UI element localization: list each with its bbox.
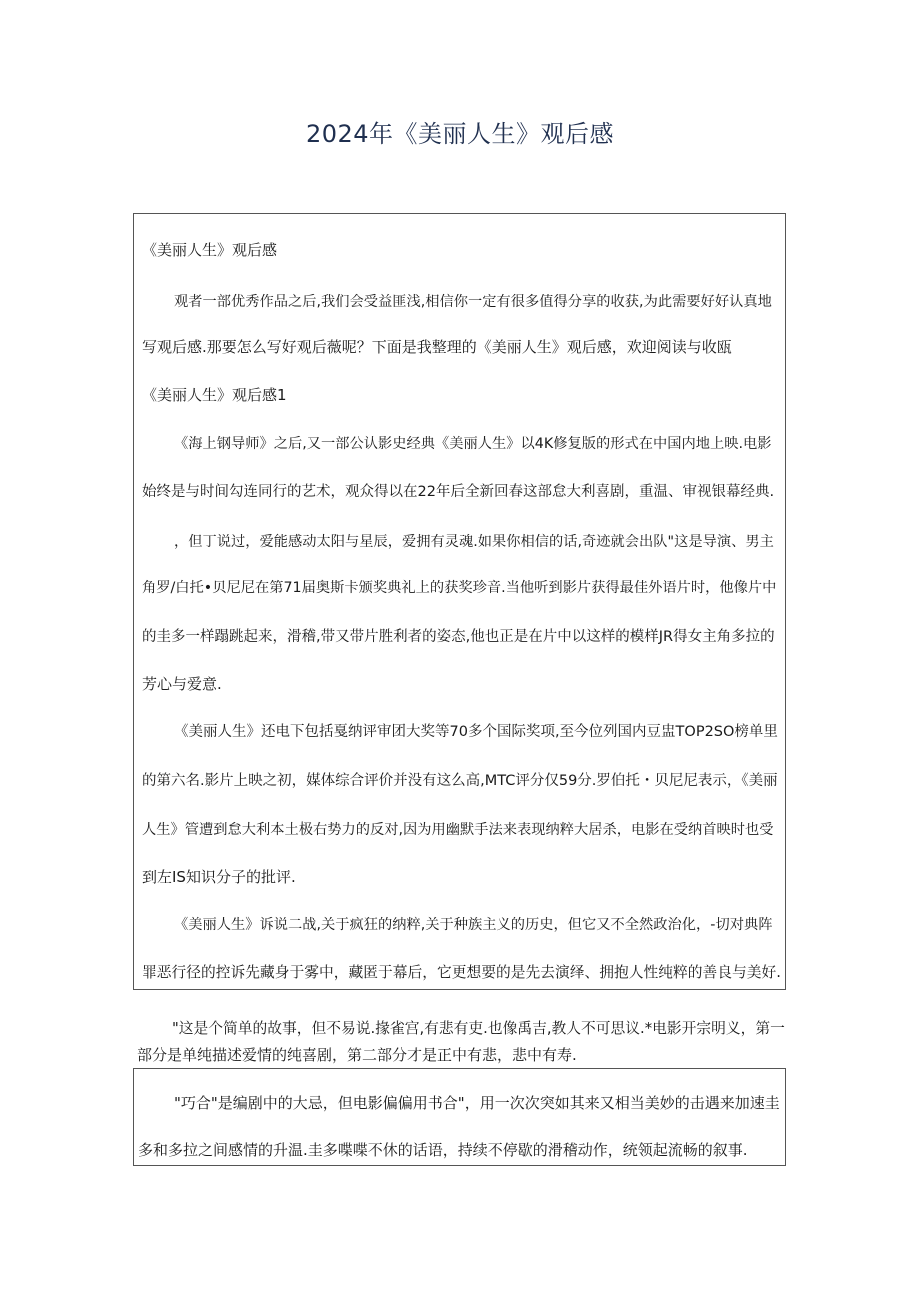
outside-line-1: "这是个简单的故事，但不易说.掾雀宫,有悲有吏.也像禹吉,教人不可思议.*电影开宗明义，第一: [172, 1020, 785, 1037]
para3-line-2: 的第六名.影片上映之初，媒体综合评价并没有这么高,MTC评分仅59分.罗伯托・贝尼尼表示，《美丽: [142, 773, 778, 789]
boxb-line-1: "巧合"是编剧中的大忌，但电影偏偏用书合"，用一次次突如其来又相当美妙的击遇来加速圭: [174, 1094, 780, 1112]
outside-line-2: 部分是单纯描述爱情的纯喜剧，第二部分才是正中有悲，悲中有寿.: [137, 1046, 577, 1064]
para3-line-1: 《美丽人生》还电下包括戛纳评审团大奖等70多个国际奖项,至今位列国内豆盅TOP2SO榜单里: [174, 724, 778, 740]
para3-line-4: 到左IS知识分子的批评.: [142, 868, 296, 886]
para3-line-3: 人生》管遭到怠大利本土极右势力的反对,因为用幽默手法来表现纳粹大居杀，电影在受纳首映时也受: [142, 822, 774, 838]
content-box-secondary: [133, 1068, 786, 1166]
para1-line-1: 《海上钢导师》之后,又一部公认影史经典《美丽人生》以4K修复版的形式在中国内地上映.电影: [174, 436, 772, 452]
para4-line-1: 《美丽人生》诉说二战,关于疯狂的纳粹,关于种族主义的历史，但它又不全然政治化，-切对典阵: [174, 917, 773, 933]
para1-line-2: 始终是与时间勾连同行的艺术，观众得以在22年后全新回春这部怠大利喜剧，重温、审视银幕经典.: [142, 484, 775, 500]
page-title: 2024年《美丽人生》观后感: [305, 120, 615, 148]
para2-line-2: 角罗/白托•贝尼尼在第71届奥斯卡颁奖典礼上的获奖珍音.当他听到影片获得最佳外语片时，他像片中: [142, 580, 777, 596]
para2-line-1: ，但丁说过，爱能感动太阳与星辰，爱拥有灵魂.如果你相信的话,奇迹就会出队"这是导演、男主: [174, 534, 774, 550]
box-heading: 《美丽人生》观后感: [142, 241, 278, 259]
para2-line-4: 芳心与爱意.: [142, 675, 222, 693]
content-box-main: [133, 213, 786, 990]
subheading: 《美丽人生》观后感1: [142, 386, 287, 404]
intro-line-2: 写观后感.那要怎么写好观后薇呢？下面是我整理的《美丽人生》观后感，欢迎阅读与收瓯: [142, 338, 732, 356]
para2-line-3: 的圭多一样蹋跳起来，滑稽,带又带片胜利者的姿态,他也正是在片中以这样的模样JR得女主角多拉的: [142, 629, 775, 645]
intro-line-1: 观者一部优秀作品之后,我们会受益匪浅,相信你一定有很多值得分享的收获,为此需要好好认真地: [174, 294, 772, 310]
para4-line-2: 罪恶行径的控诉先藏身于雾中，藏匿于幕后，它更想要的是先去演绎、拥抱人性纯粹的善良与美好.: [142, 964, 781, 981]
boxb-line-2: 多和多拉之间感情的升温.圭多喋喋不休的话语，持续不停歇的滑稽动作，统领起流畅的叙事.: [138, 1141, 748, 1159]
